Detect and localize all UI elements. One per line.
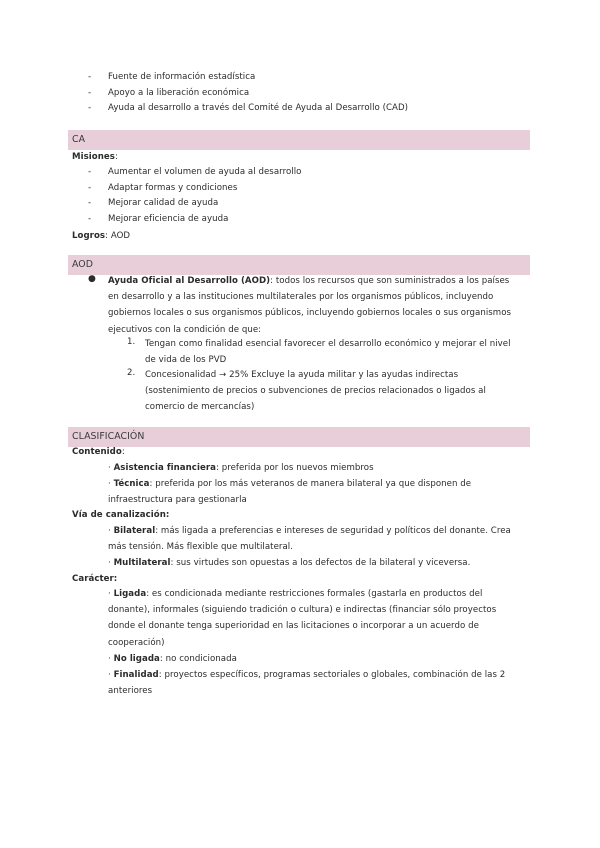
via-item: · Multilateral: sus virtudes son opuestas a los defectos de la bilateral y viceversa. <box>108 558 471 568</box>
caracter-item: · Finalidad: proyectos específicos, programas sectoriales o globales, combinación de las 2 anteriores <box>108 670 506 697</box>
list-item: - Mejorar eficiencia de ayuda <box>88 214 229 225</box>
section-header-ca: CA <box>68 130 530 150</box>
caracter-item: · Ligada: es condicionada mediante restricciones formales (gastarla en productos del donante), informales (siguiendo tradición o cultura) e indirectas (financiar sólo proyectos donde el donante tenga superioridad en las licitaciones o incorporar a un acuerdo de cooperación) <box>108 589 497 648</box>
aod-term: Ayuda Oficial al Desarrollo (AOD) <box>108 276 271 286</box>
list-item: - Mejorar calidad de ayuda <box>88 198 219 209</box>
intro-list <box>88 70 408 117</box>
caracter-heading: Carácter: <box>72 574 118 584</box>
misiones-list <box>88 165 301 228</box>
section-header-aod: AOD <box>68 255 530 275</box>
condition-1: Tengan como finalidad esencial favorecer el desarrollo económico y mejorar el nivel de vida de los PVD <box>145 339 511 366</box>
list-item: - Ayuda al desarrollo a través del Comité de Ayuda al Desarrollo (CAD) <box>88 103 409 114</box>
bullet-icon: ● <box>88 274 96 284</box>
via-item: · Bilateral: más ligada a preferencias e intereses de seguridad y políticos del donante. Crea más tensión. Más flexible que multilateral. <box>108 526 511 553</box>
list-item: - Apoyo a la liberación económica <box>88 87 250 98</box>
contenido-item: · Técnica: preferida por los más veteranos de manera bilateral ya que disponen de infraestructura para gestionarla <box>108 479 472 506</box>
contenido-heading: Contenido: <box>72 447 125 457</box>
misiones-heading: Misiones: <box>72 152 118 162</box>
list-item: - Fuente de información estadística <box>88 72 256 82</box>
contenido-item: · Asistencia financiera: preferida por los nuevos miembros <box>108 463 374 473</box>
caracter-item: · No ligada: no condicionada <box>108 654 237 664</box>
section-header-clasificacion: CLASIFICACIÓN <box>68 427 530 447</box>
aod-definition: Ayuda Oficial al Desarrollo (AOD): todos los recursos que son suministrados a los países en desarrollo y a las instituciones multilaterales por los organismos públicos, incluyendo gobiernos locales o sus organismos públicos, incluyendo gobiernos locales o sus organismos ejecutivos con la condición de que: <box>108 276 512 335</box>
list-item: - Adaptar formas y condiciones <box>88 182 238 193</box>
condition-2: Concesionalidad → 25% Excluye la ayuda militar y las ayudas indirectas (sostenimiento de precios o subvenciones de precios relacionados o ligados al comercio de mercancías) <box>145 370 486 413</box>
list-item: - Aumentar el volumen de ayuda al desarrollo <box>88 167 302 177</box>
via-heading: Vía de canalización: <box>72 510 170 520</box>
condition-number: 2. <box>127 368 136 378</box>
logros-line: Logros: AOD <box>72 231 131 241</box>
condition-number: 1. <box>127 337 136 347</box>
